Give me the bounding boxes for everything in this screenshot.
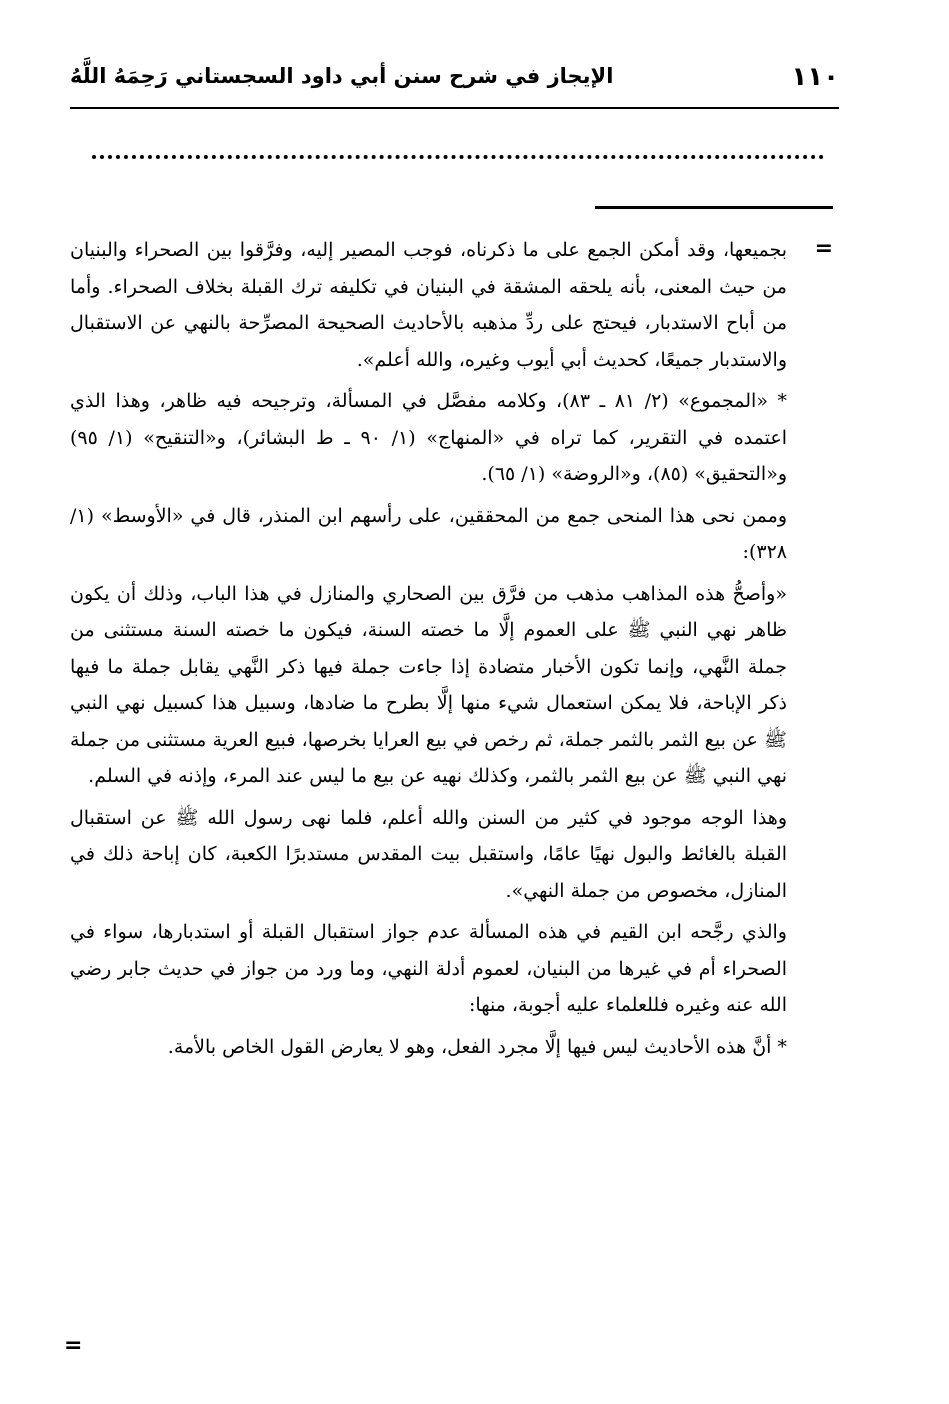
page-header (70, 60, 839, 100)
header-rule (70, 107, 839, 109)
footnote-paragraph: وممن نحى هذا المنحى جمع من المحققين، على رأسهم ابن المنذر، قال في «الأوسط» (١/ ٣٢٨): (70, 504, 787, 563)
quote-paragraph: «وأصحُّ هذه المذاهب مذهب من فرَّق بين الصحاري والمنازل في هذا الباب، وذلك أن يكون ظاهر نهي النبي ﷺ على العموم إلَّا ما خصته السنة، فيكون ما خصته السنة مستثنى من جملة النَّهي، وإنما تكون الأخبار متضادة إذا جاءت جملة فيها ذكر النَّهي يقابل جملة ما فيها ذكر الإباحة، فلا يمكن استعمال شيء منها إلَّا بطرح ما ضادها، وسبيل هذا كسبيل نهي النبي ﷺ عن بيع الثمر بالثمر جملة، ثم رخص في بيع العرايا بخرصها، فبيع العرية مستثنى من جملة نهي النبي ﷺ عن بيع الثمر بالثمر، وكذلك نهيه عن بيع ما ليس عند المرء، وإذنه في السلم. (70, 582, 787, 787)
dotted-separator (92, 155, 824, 159)
quote-paragraph: وهذا الوجه موجود في كثير من السنن والله أعلم، فلما نهى رسول الله ﷺ عن استقبال القبلة بالغائط والبول نهيًا عامًا، واستقبل بيت المقدس مستدبرًا الكعبة، كان إباحة ذلك في المنازل، مخصوص من جملة النهي». (70, 806, 787, 902)
footnote-paragraph: والذي رجَّحه ابن القيم في هذه المسألة عدم جواز استقبال القبلة أو استدبارها، سواء في الصحراء أم في غيرها من البنيان، لعموم أدلة النهي، وما ورد من جواز في حديث جابر رضي الله عنه وغيره فللعلماء عليه أجوبة، منها: (70, 921, 787, 1016)
footnote-body (70, 232, 787, 1070)
continuation-mark-top: = (814, 236, 833, 261)
footnote-paragraph: * أنَّ هذه الأحاديث ليس فيها إلَّا مجرد الفعل، وهو لا يعارض القول الخاص بالأمة. (167, 1035, 787, 1058)
footnote-paragraph: * «المجموع» (٢/ ٨١ ـ ٨٣)، وكلامه مفصَّل في المسألة، وترجيحه فيه ظاهر، وهذا الذي اعتمده في التقرير، كما تراه في «المنهاج» (١/ ٩٠ ـ ط البشائر)، و«التنقيح» (١/ ٩٥) و«التحقيق» (٨٥)، و«الروضة» (١/ ٦٥). (70, 390, 787, 485)
footnote-rule (595, 206, 833, 209)
book-title: الإيجاز في شرح سنن أبي داود السجستاني رَحِمَهُ اللَّهُ (70, 64, 614, 88)
page-number: ١١٠ (791, 62, 839, 92)
continuation-mark-bottom: = (64, 1333, 83, 1358)
footnote-paragraph: بجميعها، وقد أمكن الجمع على ما ذكرناه، فوجب المصير إليه، وفرَّقوا بين الصحراء والبنيان من حيث المعنى، بأنه يلحقه المشقة في البنيان في تكليفه ترك القبلة بخلاف الصحراء. وأما من أباح الاستدبار، فيحتج على ردِّ مذهبه بالأحاديث الصحيحة المصرِّحة بالنهي عن الاستقبال والاستدبار جميعًا، كحديث أبي أيوب وغيره، والله أعلم». (70, 239, 787, 371)
